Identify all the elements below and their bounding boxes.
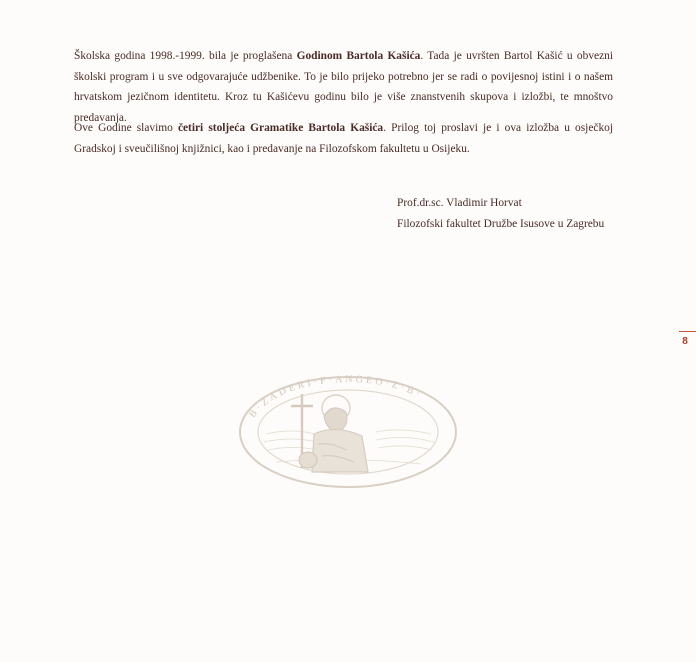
page-number-rule <box>679 331 696 332</box>
paragraph-text: Školska godina 1998.-1999. bila je proglašena <box>74 50 297 62</box>
paragraph-text: . Prilog toj proslavi je i ova izložba u osječkoj Gradskoj i sveučilišnoj knjižnici, kao i predavanje na Filozofskom fakultetu u Osijeku. <box>74 122 613 155</box>
paragraph-emphasis: Godinom Bartola Kašića <box>296 50 421 62</box>
signature-block <box>397 193 604 234</box>
page-number: 8 <box>682 336 688 347</box>
portrait-seal-icon <box>236 372 460 490</box>
paragraph-text: Ove Godine slavimo <box>74 122 178 134</box>
signature-name: Prof.dr.sc. Vladimir Horvat <box>397 197 522 209</box>
seal-inscription-right: ·Z·B· <box>384 377 425 401</box>
paragraph-text: . Tada je uvršten Bartol Kašić u obvezni školski program i u sve odgovarajuće udžbenike. To je bilo prijeko potrebno jer se radi o povijesnoj istini i o našem hrvatskom jezičnom identitetu. Kroz tu Kašićevu godinu bilo je više znanstvenih skupova i izložbi, te mnoštvo predavanja. <box>74 50 613 124</box>
paragraph-grammar-centuries <box>74 118 613 159</box>
seal-inscription-top: ·F·ANGEO <box>312 373 387 389</box>
paragraph-kasic-year <box>74 46 613 128</box>
signature-affiliation: Filozofski fakultet Družbe Isusove u Zagrebu <box>397 217 605 230</box>
paragraph-emphasis: četiri stoljeća Gramatike Bartola Kašića <box>177 122 384 134</box>
seal-inscription-left: B·ZADERI <box>247 377 315 420</box>
